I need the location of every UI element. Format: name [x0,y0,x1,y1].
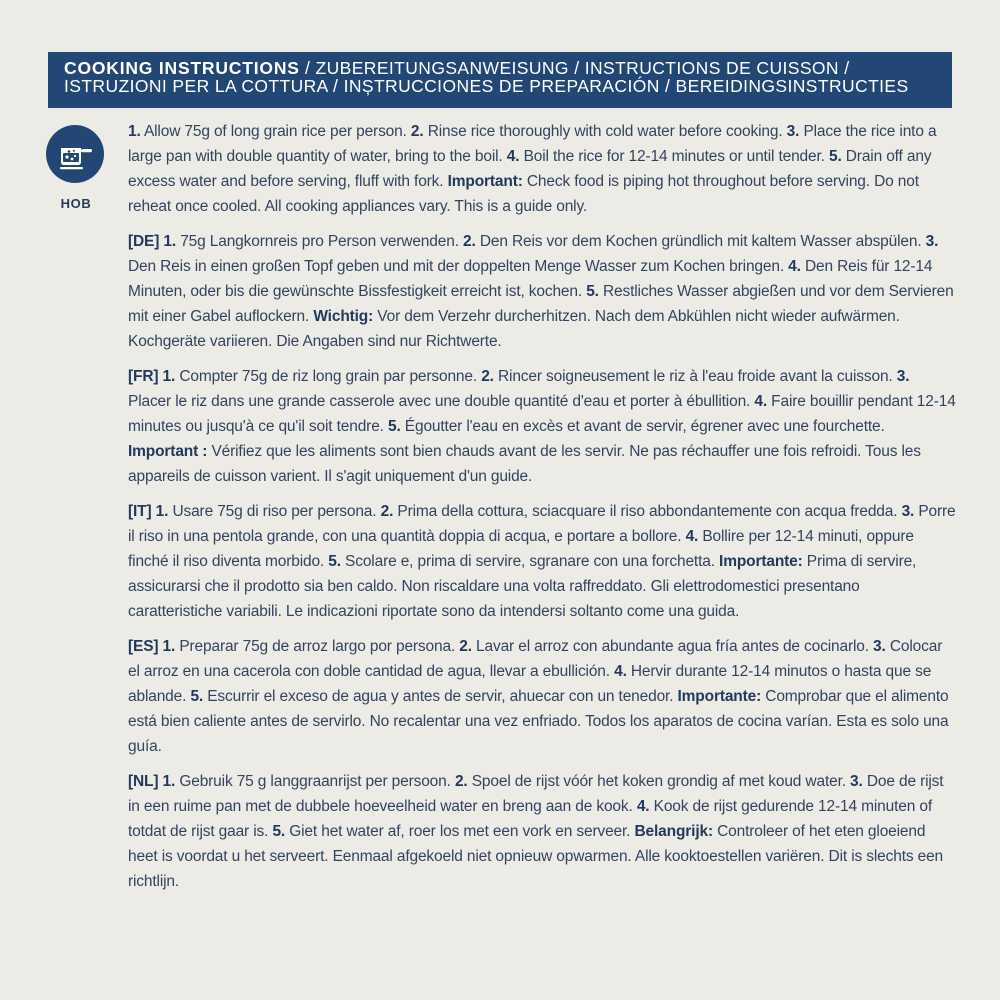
step-marker: [FR] 1. [128,368,176,385]
step-marker: 2. [463,233,476,250]
step-text: Spoel de rijst vóór het koken grondig af met koud water. [467,773,851,790]
step-marker: 2. [459,638,472,655]
step-marker: [IT] 1. [128,503,169,520]
step-text: Compter 75g de riz long grain par personne. [175,368,482,385]
step-marker: 5. [272,823,286,840]
hob-method [46,125,106,211]
instruction-paragraph-en [128,119,956,219]
step-marker: 5. [387,418,401,435]
step-marker: 4. [636,798,650,815]
step-text: Lavar el arroz con abundante agua fría antes de cocinarlo. [471,638,874,655]
step-text: Vérifiez que les aliments sont bien chauds avant de les servir. Ne pas réchauffer une fois refroidi. Tous les appareils de cuisson varient. Il s'agit uniquement d'un guide. [128,443,921,485]
step-marker: [NL] 1. [128,773,176,790]
step-marker: 5. [190,688,204,705]
step-text: Égoutter l'eau en excès et avant de servir, égrener avec une fourchette. [400,418,885,435]
step-text: Doe de rijst in een ruime pan met de dubbele hoeveelheid water en breng aan de kook. [128,773,944,815]
step-marker: 2. [380,503,394,520]
step-marker: [ES] 1. [128,638,176,655]
hob-label: HOB [60,196,92,211]
step-marker: [DE] 1. [128,233,177,250]
step-text: Porre il riso in una pentola grande, con una quantità doppia di acqua, e portare a bollore. [128,503,956,545]
step-marker: 4. [506,148,520,165]
step-text: Drain off any excess water and before serving, fluff with fork. [128,148,932,190]
step-text: Giet het water af, roer los met een vork en serveer. [285,823,635,840]
header-translations-2: ISTRUZIONI PER LA COTTURA / INȘTRUCCIONES DE PREPARACIÓN / BEREIDINGSINSTRUCTIES [64,76,909,96]
step-text: Restliches Wasser abgießen und vor dem Servieren mit einer Gabel auflockern. [128,283,954,325]
step-text: Scolare e, prima di servire, sgranare con una forchetta. [340,553,720,570]
step-text: Usare 75g di riso per persona. [168,503,381,520]
step-marker: 2. [410,123,424,140]
step-text: Escurrir el exceso de agua y antes de servir, ahuecar con un tenedor. [203,688,678,705]
step-marker: 3. [873,638,886,655]
instructions-header [48,52,952,108]
instruction-paragraph-de [128,229,956,354]
step-marker: 5. [328,553,341,570]
header-line-1 [64,59,952,77]
step-text: Preparar 75g de arroz largo por persona. [175,638,460,655]
step-text: Hervir durante 12-14 minutos o hasta que se ablande. [128,663,932,705]
step-text: Comprobar que el alimento está bien caliente antes de servirlo. No recalentar una vez enfriado. Todos los aparatos de cocina varían. Esta es solo una guía. [128,688,949,755]
instruction-paragraph-it [128,499,956,624]
step-marker: 4. [788,258,801,275]
step-marker: 5. [828,148,842,165]
step-text: Rinse rice thoroughly with cold water before cooking. [423,123,787,140]
hob-pan-icon [46,125,104,183]
step-text: Allow 75g of long grain rice per person. [140,123,411,140]
step-text: Faire bouillir pendant 12-14 minutes ou jusqu'à ce qu'il soit tendre. [128,393,956,435]
step-marker: 3. [896,368,910,385]
step-text: Boil the rice for 12-14 minutes or until tender. [519,148,829,165]
step-marker: 3. [925,233,939,250]
step-text: Place the rice into a large pan with double quantity of water, bring to the boil. [128,123,937,165]
step-text: Den Reis in einen großen Topf geben und mit der doppelten Menge Wasser zum Kochen bringen. [128,258,789,275]
step-text: Rincer soigneusement le riz à l'eau froide avant la cuisson. [493,368,897,385]
step-marker: Importante: [677,688,762,705]
step-marker: 3. [901,503,915,520]
step-text: Den Reis vor dem Kochen gründlich mit kaltem Wasser abspülen. [475,233,926,250]
step-marker: 5. [586,283,599,300]
step-marker: 3. [786,123,800,140]
step-marker: Wichtig: [313,308,374,325]
step-marker: Belangrijk: [634,823,713,840]
step-marker: Important: [447,173,523,190]
step-text: Colocar el arroz en una cacerola con doble cantidad de agua, llevar a ebullición. [128,638,943,680]
step-text: Kook de rijst gedurende 12-14 minuten of totdat de rijst gaar is. [128,798,932,840]
step-text: Vor dem Verzehr durcherhitzen. Nach dem Abkühlen nicht wieder aufwärmen. Kochgeräte variieren. Die Angaben sind nur Richtwerte. [128,308,900,350]
step-marker: 4. [754,393,767,410]
header-title: COOKING INSTRUCTIONS [64,58,300,78]
step-text: 75g Langkornreis pro Person verwenden. [176,233,464,250]
step-text: Controleer of het eten gloeiend heet is voordat u het serveert. Eenmaal afgekoeld niet opnieuw opwarmen. Alle kooktoestellen variëren. Dit is slechts een richtlijn. [128,823,944,890]
step-text: Prima di servire, assicurarsi che il prodotto sia ben caldo. Non riscaldare una volta raffreddato. Gli elettrodomestici presentano caratteristiche variabili. Le indicazioni riportate sono da intendersi soltanto come una guida. [128,553,917,620]
step-marker: Important : [128,443,208,460]
step-marker: 1. [128,123,141,140]
step-text: Prima della cottura, sciacquare il riso abbondantemente con acqua fredda. [393,503,902,520]
header-translations-1: / ZUBEREITUNGSANWEISUNG / INSTRUCTIONS DE CUISSON / [299,58,850,78]
step-text: Den Reis für 12-14 Minuten, oder bis die gewünschte Bissfestigkeit erreicht ist, kochen. [128,258,933,300]
step-marker: Importante: [719,553,803,570]
instruction-paragraph-fr [128,364,956,489]
step-text: Gebruik 75 g langgraanrijst per persoon. [175,773,455,790]
step-marker: 4. [685,528,699,545]
instruction-paragraph-nl [128,769,956,894]
instruction-paragraph-es [128,634,956,759]
step-marker: 2. [454,773,468,790]
step-marker: 4. [614,663,627,680]
step-text: Placer le riz dans une grande casserole avec une double quantité d'eau et porter à ébullition. [128,393,755,410]
step-text: Bollire per 12-14 minuti, oppure finché il riso diventa morbido. [128,528,914,570]
instructions-body [128,119,956,904]
step-marker: 3. [850,773,863,790]
step-marker: 2. [481,368,494,385]
step-text: Check food is piping hot throughout before serving. Do not reheat once cooled. All cooking appliances vary. This is a guide only. [128,173,919,215]
